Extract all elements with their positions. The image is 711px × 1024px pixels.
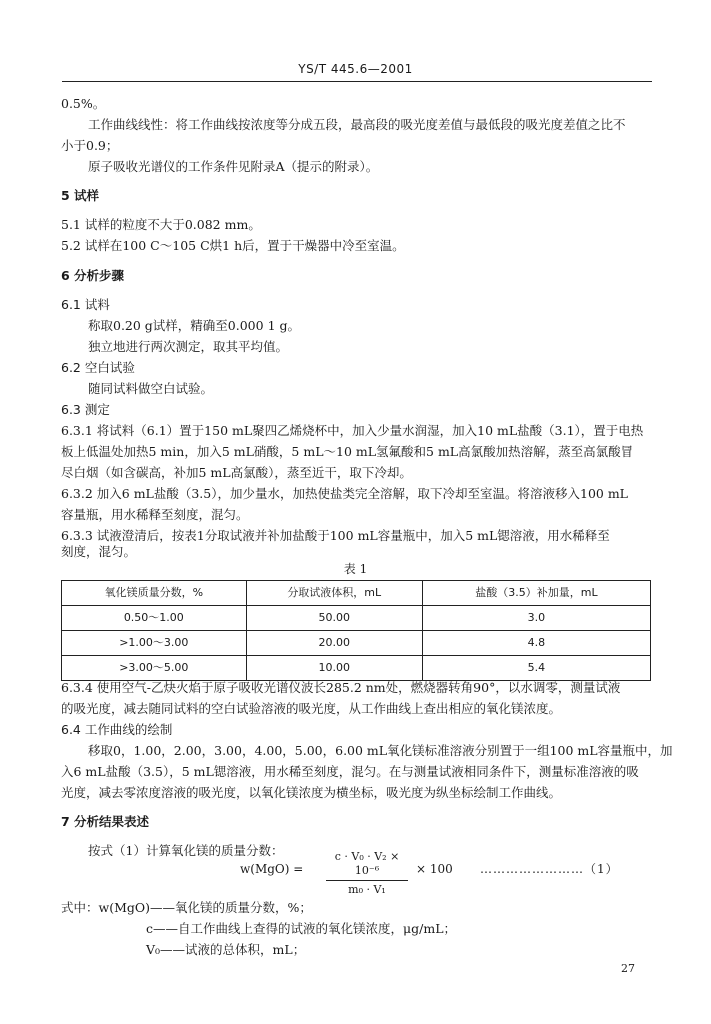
table-cell: 20.00 bbox=[246, 631, 422, 656]
text-line: 刻度，混匀。 bbox=[61, 544, 137, 559]
text-line: 工作曲线线性：将工作曲线按浓度等分成五段，最高段的吸光度差值与最低段的吸光度差值之比不 bbox=[88, 117, 626, 132]
definition-c: c——自工作曲线上查得的试液的氧化镁浓度，μg/mL； bbox=[146, 921, 456, 936]
text-line: 移取0，1.00，2.00，3.00，4.00，5.00，6.00 mL氧化镁标准溶液分别置于一组100 mL容量瓶中，加 bbox=[88, 743, 673, 758]
equation-1 bbox=[240, 848, 660, 896]
equation-numerator: c · V₀ · V₂ × 10⁻⁶ bbox=[334, 850, 400, 877]
clause-6-1-title: 6.1 试料 bbox=[61, 297, 110, 312]
reagent-table bbox=[61, 580, 651, 681]
text-line: 独立地进行两次测定，取其平均值。 bbox=[88, 339, 289, 354]
table-header-row bbox=[62, 581, 651, 606]
text-line: 0.5%。 bbox=[61, 96, 106, 111]
table-cell: >3.00～5.00 bbox=[62, 656, 247, 681]
clause-5-2: 5.2 试样在100 C～105 C烘1 h后，置于干燥器中冷至室温。 bbox=[61, 238, 405, 253]
header-rule bbox=[62, 81, 652, 82]
clause-6-3-title: 6.3 测定 bbox=[61, 402, 110, 417]
clause-6-3-4: 6.3.4 使用空气-乙炔火焰于原子吸收光谱仪波长285.2 nm处，燃烧器转角90°，以水调零，测量试液 bbox=[61, 680, 621, 695]
text-line: 称取0.20 g试样，精确至0.000 1 g。 bbox=[88, 318, 300, 333]
text-line: 入6 mL盐酸（3.5），5 mL锶溶液，用水稀至刻度，混匀。在与测量试液相同条件下，测量标准溶液的吸 bbox=[61, 764, 639, 779]
table-row bbox=[62, 631, 651, 656]
text-line: 尽白烟（如含碳高，补加5 mL高氯酸），蒸至近干，取下冷却。 bbox=[61, 465, 412, 480]
equation-denominator: m₀ · V₁ bbox=[348, 882, 386, 896]
section-heading-5: 5 试样 bbox=[61, 188, 100, 203]
table-cell: 50.00 bbox=[246, 606, 422, 631]
table-cell: >1.00～3.00 bbox=[62, 631, 247, 656]
section-heading-7: 7 分析结果表述 bbox=[61, 814, 150, 829]
clause-6-4-title: 6.4 工作曲线的绘制 bbox=[61, 722, 173, 737]
text-line: 光度，减去零浓度溶液的吸光度，以氧化镁浓度为横坐标，吸光度为纵坐标绘制工作曲线。 bbox=[61, 785, 562, 800]
clause-6-3-2: 6.3.2 加入6 mL盐酸（3.5），加少量水，加热使盐类完全溶解，取下冷却至室温。将溶液移入100 mL bbox=[61, 486, 628, 501]
text-line: 小于0.9； bbox=[61, 138, 119, 153]
equation-lhs: w(MgO) = bbox=[240, 862, 304, 876]
equation-number: ……………………（1） bbox=[480, 862, 619, 876]
definition-intro: 式中：w(MgO)——氧化镁的质量分数，%； bbox=[61, 900, 312, 915]
page-number: 27 bbox=[621, 962, 635, 975]
standard-number-header: YS/T 445.6—2001 bbox=[298, 62, 413, 76]
table-row bbox=[62, 656, 651, 681]
fraction-bar bbox=[326, 880, 408, 881]
section-heading-6: 6 分析步骤 bbox=[61, 268, 125, 283]
table-header-cell: 盐酸（3.5）补加量，mL bbox=[422, 581, 650, 606]
text-line: 随同试料做空白试验。 bbox=[88, 381, 214, 396]
clause-6-3-1: 6.3.1 将试料（6.1）置于150 mL聚四乙烯烧杯中，加入少量水润湿，加入10 mL盐酸（3.1），置于电热 bbox=[61, 423, 644, 438]
table-header-cell: 分取试液体积，mL bbox=[246, 581, 422, 606]
equation-rhs: × 100 bbox=[416, 862, 453, 876]
equation-fraction bbox=[326, 850, 408, 896]
table-cell: 10.00 bbox=[246, 656, 422, 681]
text-line: 容量瓶，用水稀释至刻度，混匀。 bbox=[61, 507, 249, 522]
table-cell: 5.4 bbox=[422, 656, 650, 681]
table-row bbox=[62, 606, 651, 631]
clause-6-2-title: 6.2 空白试验 bbox=[61, 360, 135, 375]
table-cell: 3.0 bbox=[422, 606, 650, 631]
clause-6-3-3: 6.3.3 试液澄清后，按表1分取试液并补加盐酸于100 mL容量瓶中，加入5 mL锶溶液，用水稀释至 bbox=[61, 528, 610, 543]
table-cell: 4.8 bbox=[422, 631, 650, 656]
text-line: 板上低温处加热5 min，加入5 mL硝酸，5 mL～10 mL氢氟酸和5 mL高氯酸加热溶解，蒸至高氯酸冒 bbox=[61, 444, 634, 459]
text-line: 原子吸收光谱仪的工作条件见附录A（提示的附录）。 bbox=[88, 159, 379, 174]
table-caption: 表 1 bbox=[343, 562, 368, 576]
clause-5-1: 5.1 试样的粒度不大于0.082 mm。 bbox=[61, 217, 261, 232]
definition-v0: V₀——试液的总体积，mL； bbox=[146, 942, 306, 957]
table-header-cell: 氧化镁质量分数，% bbox=[62, 581, 247, 606]
text-line: 按式（1）计算氧化镁的质量分数： bbox=[88, 843, 284, 858]
table-cell: 0.50～1.00 bbox=[62, 606, 247, 631]
text-line: 的吸光度，减去随同试料的空白试验溶液的吸光度，从工作曲线上查出相应的氧化镁浓度。 bbox=[61, 701, 562, 716]
